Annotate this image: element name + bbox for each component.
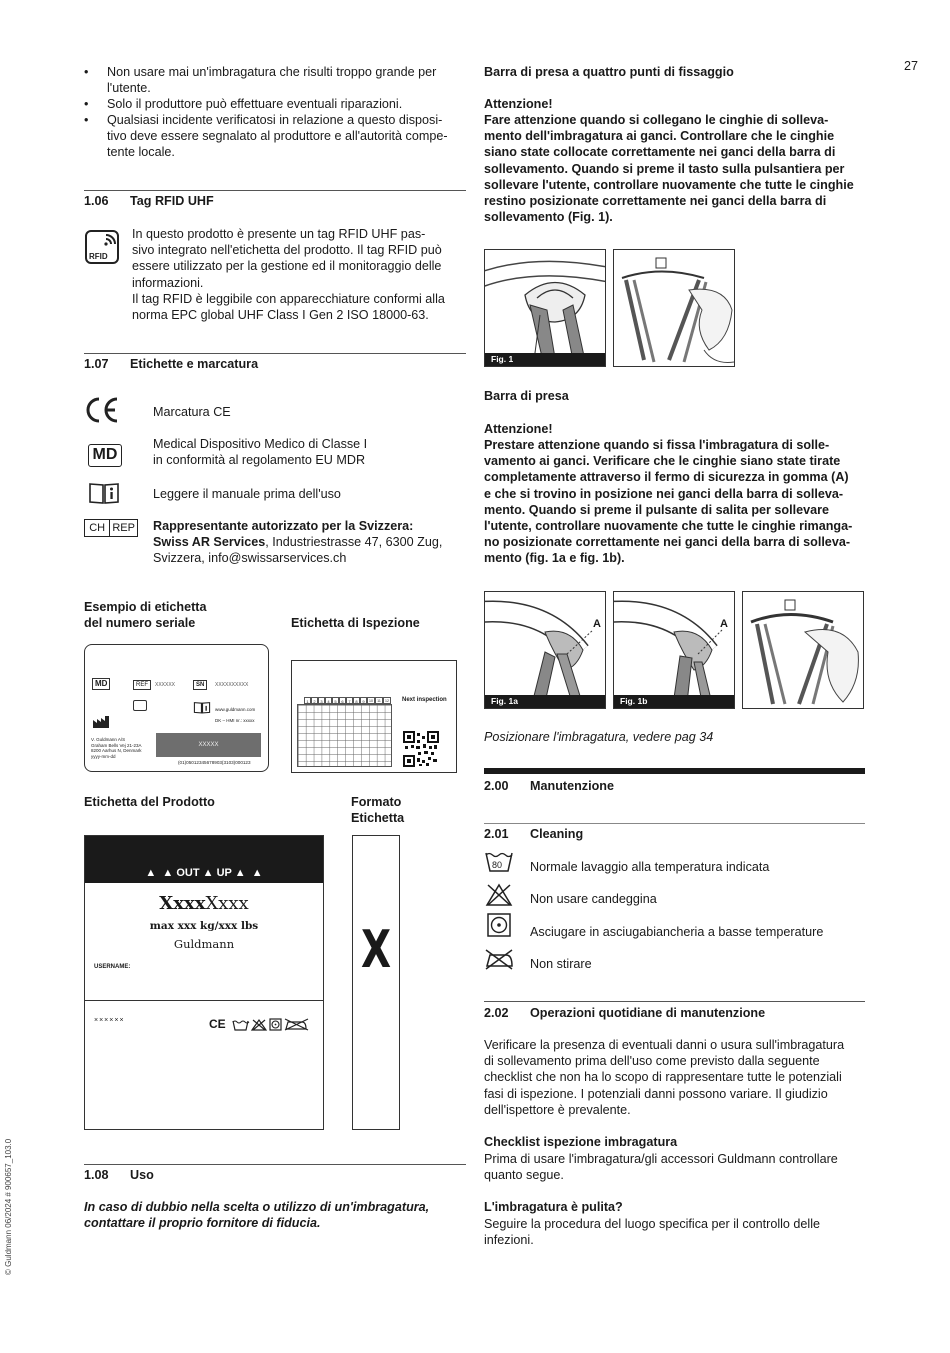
out-up-text: ▲ ▲ OUT ▲ UP ▲ ▲ [145,867,263,879]
bar-warning: Prestare attenzione quando si fissa l'imbragatura di solle- vamento ai ganci. Verificare che le cinghie siano state tirate completamente attraverso il fermo di sicurezza in gomma (A) e che si trovino in posizione nei ganci della barra di solleva- mento. Quando si preme il pulsante di salita per sollevare l'utente, controllare nuovamente che tutte le cinghie rimanga- no posizionate correttamente nei ganci della barra di solleva- mento (fig. 1a e fig. 1b). [484,438,853,566]
attention-label: Attenzione! [484,422,553,436]
manual-info-icon [88,481,120,505]
attention-label: Attenzione! [484,97,553,111]
no-bleach-icon [484,883,514,907]
label-code: ×××××× [94,1017,125,1024]
section-title: Tag RFID UHF [130,194,214,208]
format-mark: X [360,920,392,980]
sn-icon: SN [193,680,207,690]
qr-code-icon [403,731,439,767]
checklist-text: Prima di usare l'imbragatura/gli accessori Guldmann controllare quanto segue. [484,1152,838,1183]
format-label-example [352,835,400,1130]
serial-label-heading: Esempio di etichetta del numero seriale [84,600,207,631]
ref-value: XXXXXX [155,682,176,688]
section-number: 1.07 [84,357,109,371]
footer-copyright: © Guldmann 06/2024 # 900657_103.0 [4,1138,13,1275]
section-title: Manutenzione [530,779,614,793]
max-load: max xxx kg/xxx lbs [149,920,259,932]
website: www.guldmann.com [215,707,256,712]
checklist-title: Checklist ispezione imbragatura [484,1135,678,1149]
care-text-iron: Non stirare [530,957,592,971]
section-title: Cleaning [530,827,584,841]
marker-a: A [593,618,601,630]
md-icon: MD [92,678,110,690]
divider [84,353,466,354]
thick-divider [484,768,865,774]
format-label-heading: Formato Etichetta [351,795,405,826]
figure-1-hook-closeup [484,249,606,367]
divider [84,1164,466,1165]
divider [84,190,466,191]
section-number: 2.01 [484,827,509,841]
label-text-manual: Leggere il manuale prima dell'uso [153,487,341,501]
wash-80-icon [484,849,514,873]
section-title: Etichette e marcatura [130,357,259,371]
product-label-heading: Etichetta del Prodotto [84,795,215,809]
figure-caption: Posizionare l'imbragatura, vedere pag 34 [484,730,714,744]
list-item: • Solo il produttore può effettuare eventuali riparazioni. [84,97,403,111]
care-text-dry: Asciugare in asciugabiancheria a basse temperature [530,925,824,939]
bar-heading: Barra di presa [484,389,569,403]
rfid-icon [133,700,147,711]
ref-icon: REF [133,680,151,690]
swiss-representative: Rappresentante autorizzato per la Svizzera: Swiss AR Services, Industriestrasse 47, 6300 Zug, Svizzera, info@swissarservices.ch [153,519,443,566]
figure-1b [613,591,735,709]
maintenance-description: Verificare la presenza di eventuali danni o usura sull'imbragatura di sollevamento prima dell'uso come previsto dalla seguente checklist che non ha lo scopo di rappresentare tutte le potenziali fasi di ispezione. I potenziali danni possono variare. Il giudizio dell'ispettore è prevalente. [484,1038,845,1117]
no-iron-icon [484,947,514,971]
bar4-warning: Fare attenzione quando si collegano le cinghie di solleva- mento dell'imbragatura ai ganci. Controllare che le cinghie siano state collocate correttamente nei ganci della barra di sollevamento. Quando si preme il tasto sulla pulsantiera per sollevare l'utente, controllare nuovamente che tutte le cinghie restino posizionate correttamente nei ganci della barra di sollevamento (Fig. 1). [484,113,854,225]
divider [484,1001,865,1002]
inspection-label-heading: Etichetta di Ispezione [291,616,420,630]
divider [484,823,865,824]
care-text-wash: Normale lavaggio alla temperatura indicata [530,860,770,874]
hmi-number: DK – HMI nr.: xxxxx [215,718,255,723]
section-number: 1.08 [84,1168,109,1182]
inspection-grid-header: 1 2 3 4 5 6 7 8 9 10 11 12 [304,697,392,704]
divider [85,1000,323,1001]
md-icon: MD [88,444,122,467]
bar4-heading: Barra di presa a quattro punti di fissaggio [484,65,734,79]
ce-mark-icon: CE [209,1017,226,1031]
section-number: 2.00 [484,779,509,793]
next-inspection: Next inspection [402,697,447,703]
figure-1-sling-bar [613,249,735,367]
barcode-text: (01)05012345678903(3103)000123 [178,760,251,765]
page-number: 27 [904,59,919,73]
svg-text:80: 80 [492,860,503,870]
figure-label: Fig. 1 [485,353,605,366]
inspection-grid-cells [297,704,392,767]
label-box: XXXXX [156,733,261,757]
brand-name: Guldmann [173,937,235,951]
rfid-description: In questo prodotto è presente un tag RFID UHF pas- sivo integrato nell'etichetta del prodotto. Il tag RFID può essere utilizzato per la gestione ed il monitoraggio delle informazioni. Il tag RFID è leggibile con apparecchiature conformi alla norma EPC global UHF Class I Gen 2 ISO 18000-63. [132,227,445,323]
care-text-bleach: Non usare candeggina [530,892,657,906]
rfid-icon [84,229,120,265]
section-title: Operazioni quotidiane di manutenzione [530,1006,766,1020]
section-title: Uso [130,1168,154,1182]
section-number: 1.06 [84,194,109,208]
figure-sling-user [742,591,864,709]
ce-mark-icon [84,397,120,423]
clean-question: L'imbragatura è pulita? [484,1200,623,1214]
figure-label: Fig. 1a [485,695,605,708]
figure-1a [484,591,606,709]
inspection-label-example [291,660,457,773]
care-symbols-icon [232,1018,310,1031]
list-item: • Qualsiasi incidente verificatosi in relazione a questo disposi- tivo deve essere segnalato al produttore e all'autorità compe- tente locale. [84,113,448,160]
label-text-md: Medical Dispositivo Medico di Classe I in conformità al regolamento EU MDR [153,437,368,468]
figure-label: Fig. 1b [614,695,734,708]
manufacturer-address: V. Guldmann A/S Graham Bells Vej 21-23A 8200 Aarhus N, Denmark yyyy-mm-dd [91,737,142,759]
product-label-example [84,835,324,1130]
sn-value: XXXXXXXXXX [215,682,249,688]
label-text-ce: Marcatura CE [153,405,231,419]
manual-info-icon [193,701,211,714]
list-item: • Non usare mai un'imbragatura che risulti troppo grande per l'utente. [84,65,437,96]
serial-label-example [84,644,269,772]
marker-a: A [720,618,728,630]
svg-text:RFID: RFID [89,252,108,261]
ch-rep-icon: CH REP [84,519,138,537]
clean-answer: Seguire la procedura del luogo specifica per il controllo delle infezioni. [484,1217,821,1248]
manufacturer-icon [92,715,110,729]
usage-note: In caso di dubbio nella scelta o utilizzo di un'imbragatura, contattare il proprio fornitore di fiducia. [84,1200,430,1231]
inspection-grid [297,697,392,767]
product-name: XxxxXxxx [159,893,249,914]
tumble-dry-low-icon [487,913,511,937]
username-label: USERNAME: [94,964,131,970]
section-number: 2.02 [484,1006,509,1020]
